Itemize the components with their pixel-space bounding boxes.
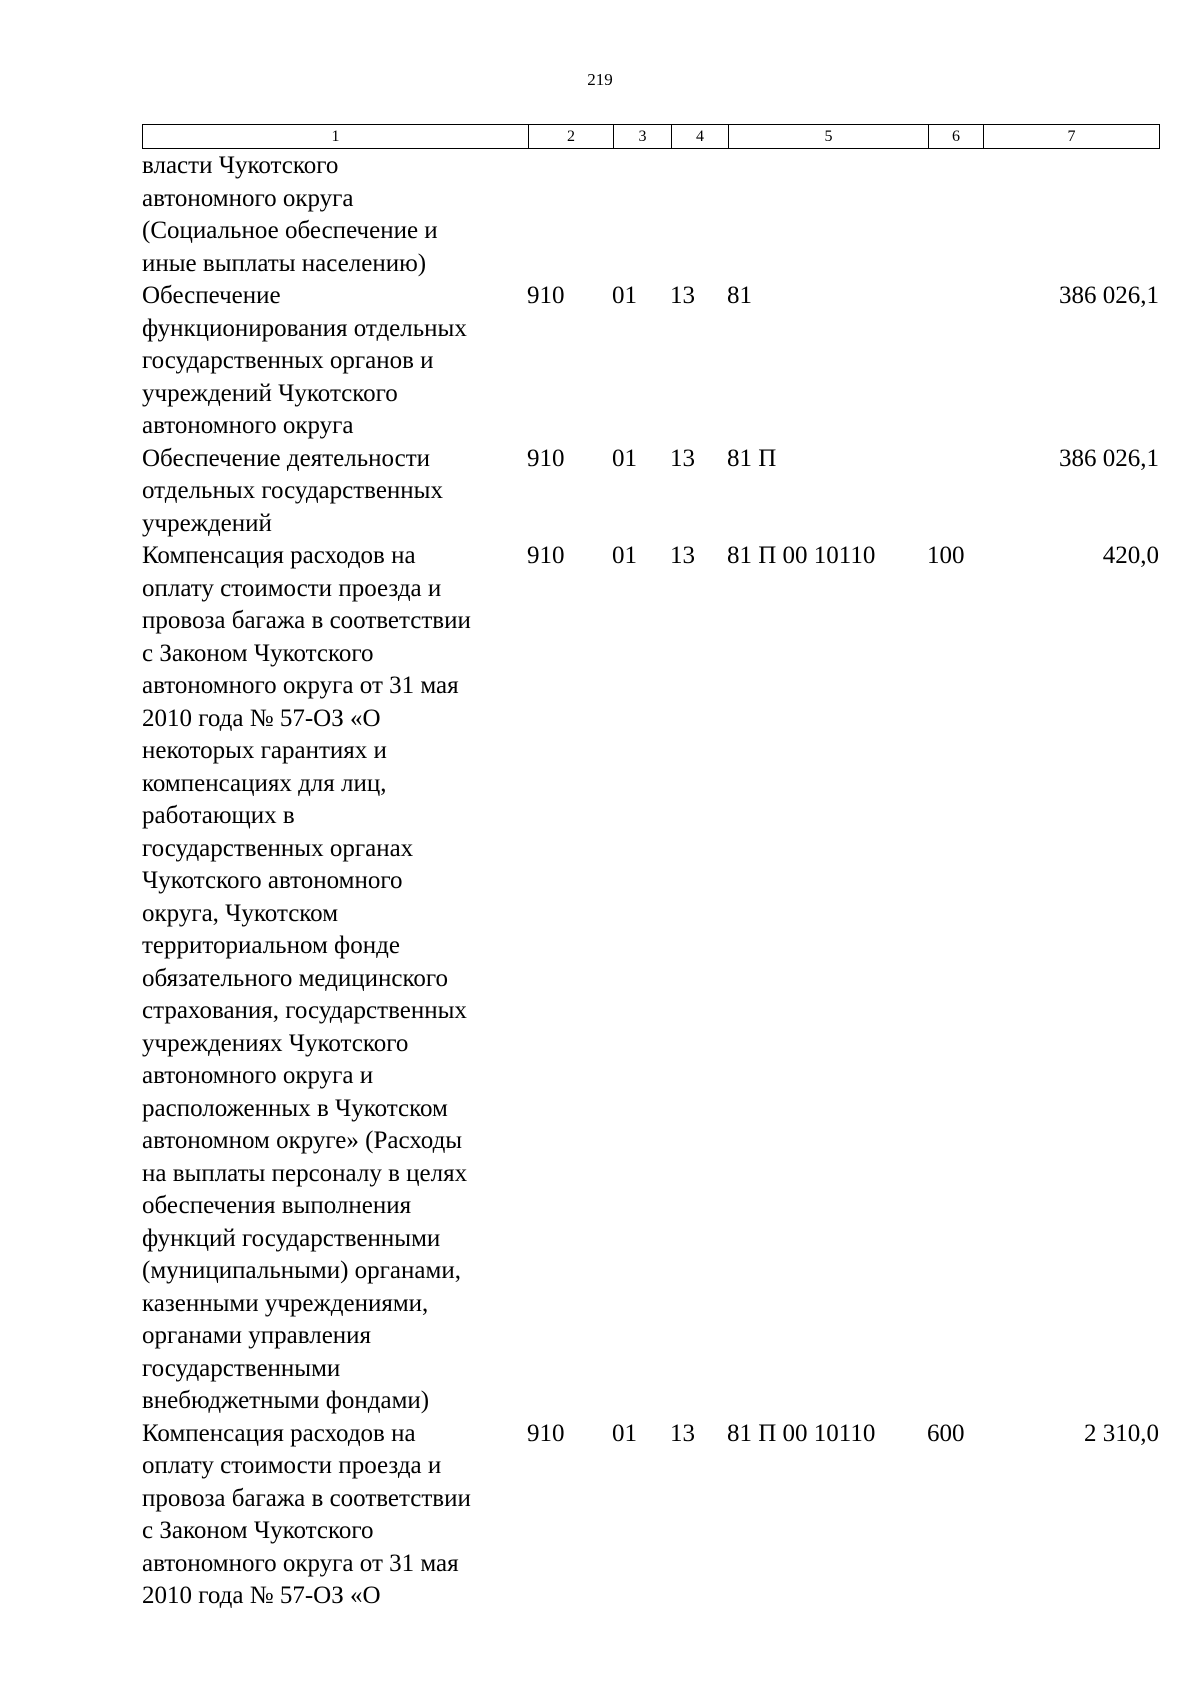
ministry-code: 910 [527, 542, 565, 569]
description-line: отдельных государственных [142, 477, 443, 504]
header-col-2: 2 [529, 125, 614, 149]
description-line: 2010 года № 57-ОЗ «О [142, 704, 381, 732]
header-col-6: 6 [929, 125, 984, 149]
column-number-header [142, 124, 1160, 149]
description-line: округа, Чукотском [142, 899, 339, 927]
amount: 386 026,1 [1059, 282, 1159, 309]
target-article-code: 81 П 00 10110 [727, 1419, 876, 1447]
description-line: Компенсация расходов на [142, 1419, 416, 1447]
budget-table-body [142, 150, 1159, 1613]
row-description [142, 1418, 522, 1613]
description-line: провоза багажа в соответствии [142, 607, 471, 634]
amount: 420,0 [1102, 542, 1159, 569]
description-line: государственных органах [142, 834, 414, 862]
description-line: провоза багажа в соответствии [142, 1484, 471, 1512]
ministry-code: 910 [527, 282, 565, 309]
ministry-code: 910 [527, 444, 565, 472]
description-line: обеспечения выполнения [142, 1192, 412, 1219]
description-line: (муниципальными) органами, [142, 1257, 461, 1284]
header-col-1: 1 [143, 125, 529, 149]
header-col-3: 3 [614, 125, 672, 149]
description-line: учреждений Чукотского [142, 379, 398, 407]
description-line: автономного округа от 31 мая [142, 1549, 459, 1577]
section-code: 01 [612, 444, 637, 472]
description-line: иные выплаты населению) [142, 249, 427, 277]
table-row [142, 1418, 1159, 1613]
header-row [143, 125, 1160, 149]
description-line: на выплаты персоналу в целях [142, 1159, 468, 1187]
target-article-code: 81 П 00 10110 [727, 542, 876, 569]
header-col-4: 4 [672, 125, 729, 149]
amount: 2 310,0 [1084, 1419, 1159, 1447]
row-description [142, 280, 522, 443]
table-row [142, 150, 1159, 280]
description-line: Обеспечение [142, 282, 281, 309]
table-row [142, 540, 1159, 1418]
section-code: 01 [612, 1419, 637, 1447]
target-article-code: 81 П [727, 444, 777, 472]
description-line: с Законом Чукотского [142, 639, 374, 667]
table-row [142, 280, 1159, 443]
description-line: органами управления [142, 1322, 372, 1349]
description-line: государственными [142, 1354, 341, 1382]
description-line: компенсациях для лиц, [142, 769, 387, 797]
row-description [142, 150, 522, 280]
description-line: учреждений [142, 509, 272, 537]
description-line: некоторых гарантиях и [142, 737, 387, 764]
expense-type-code: 100 [927, 542, 965, 569]
description-line: власти Чукотского [142, 152, 339, 179]
description-line: казенными учреждениями, [142, 1289, 429, 1317]
section-code: 01 [612, 542, 637, 569]
description-line: страхования, государственных [142, 997, 467, 1024]
subsection-code: 13 [670, 1419, 695, 1447]
description-line: функционирования отдельных [142, 314, 467, 342]
description-line: государственных органов и [142, 347, 434, 374]
description-line: работающих в [142, 802, 295, 829]
description-line: автономного округа [142, 412, 354, 439]
description-line: оплату стоимости проезда и [142, 1452, 442, 1479]
target-article-code: 81 [727, 282, 752, 309]
description-line: обязательного медицинского [142, 964, 449, 992]
description-line: Обеспечение деятельности [142, 444, 431, 472]
description-line: (Социальное обеспечение и [142, 217, 438, 244]
section-code: 01 [612, 282, 637, 309]
row-description [142, 540, 522, 1418]
header-col-7: 7 [984, 125, 1160, 149]
description-line: автономного округа от 31 мая [142, 672, 459, 699]
row-description [142, 443, 522, 541]
description-line: функций государственными [142, 1224, 441, 1252]
description-line: расположенных в Чукотском [142, 1094, 448, 1122]
description-line: 2010 года № 57-ОЗ «О [142, 1582, 381, 1609]
description-line: учреждениях Чукотского [142, 1029, 409, 1057]
description-line: Компенсация расходов на [142, 542, 416, 569]
table-row [142, 443, 1159, 541]
ministry-code: 910 [527, 1419, 565, 1447]
page-number: 219 [587, 70, 613, 89]
subsection-code: 13 [670, 282, 695, 309]
description-line: территориальном фонде [142, 932, 400, 959]
description-line: с Законом Чукотского [142, 1517, 374, 1544]
header-col-5: 5 [729, 125, 929, 149]
description-line: Чукотского автономного [142, 867, 403, 894]
description-line: внебюджетными фондами) [142, 1387, 430, 1414]
subsection-code: 13 [670, 542, 695, 569]
amount: 386 026,1 [1059, 444, 1159, 472]
description-line: автономном округе» (Расходы [142, 1127, 463, 1154]
description-line: автономного округа и [142, 1062, 374, 1089]
description-line: оплату стоимости проезда и [142, 574, 442, 602]
expense-type-code: 600 [927, 1419, 965, 1447]
subsection-code: 13 [670, 444, 695, 472]
description-line: автономного округа [142, 184, 354, 212]
